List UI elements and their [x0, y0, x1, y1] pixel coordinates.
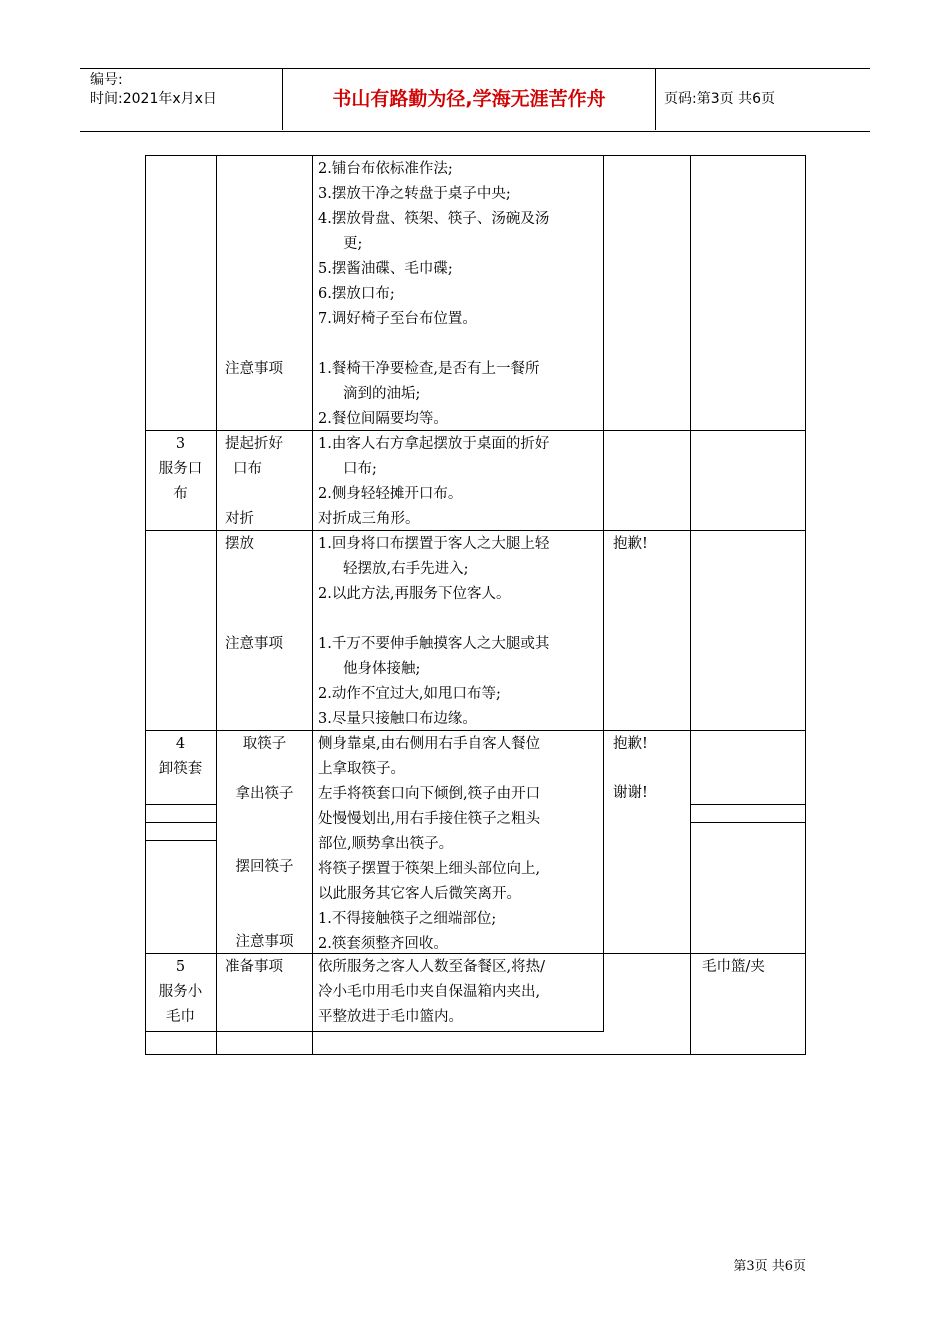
- step-number-cell: [145, 955, 216, 1030]
- note-list: [318, 632, 549, 732]
- sub-step: 取筷子: [242, 736, 287, 752]
- step-number: 4: [175, 736, 186, 752]
- note-item: 滴到的油垢;: [343, 386, 421, 402]
- note-item: 2.动作不宜过大,如甩口布等;: [318, 686, 501, 702]
- step-number-cell: [145, 432, 216, 507]
- detail-list: [318, 732, 540, 957]
- detail-item: 1.回身将口布摆置于客人之大腿上轻: [318, 536, 550, 552]
- service-phrase: 谢谢!: [613, 785, 648, 801]
- page-header: [80, 68, 870, 132]
- note-item: 1.餐椅干净要检查,是否有上一餐所: [318, 361, 540, 377]
- detail-item: 轻摆放,右手先进入;: [343, 561, 469, 577]
- table-border: [603, 155, 604, 1031]
- table-border: [690, 822, 806, 823]
- header-meta: [90, 71, 217, 109]
- header-divider: [655, 69, 656, 130]
- footer-page-number: 第3页 共6页: [733, 1259, 806, 1274]
- header-motto: 书山有路勤为径,学海无涯苦作舟: [332, 88, 606, 110]
- table-border: [145, 804, 216, 805]
- sub-step: 注意事项: [225, 636, 283, 652]
- step-item: 更;: [343, 236, 363, 252]
- detail-list: [318, 532, 549, 607]
- sub-step: 拿出筷子: [235, 786, 294, 802]
- step-list: [318, 157, 549, 332]
- service-phrase: 抱歉!: [613, 736, 648, 752]
- detail-list: [318, 955, 545, 1030]
- detail-item: 上拿取筷子。: [318, 761, 405, 777]
- table-border: [805, 155, 806, 1055]
- detail-item: 左手将筷套口向下倾倒,筷子由开口: [318, 786, 541, 802]
- sub-step: 提起折好: [225, 436, 283, 452]
- detail-item: 部位,顺势拿出筷子。: [318, 836, 454, 852]
- detail-item: 侧身靠桌,由右侧用右手自客人餐位: [318, 736, 541, 752]
- detail-item: 以此服务其它客人后微笑离开。: [318, 886, 521, 902]
- table-border: [690, 804, 806, 805]
- detail-item: 依所服务之客人人数至备餐区,将热/: [318, 959, 545, 975]
- number-label: 编号:: [90, 72, 123, 88]
- table-border: [145, 155, 806, 156]
- step-name: 服务口: [158, 461, 203, 477]
- table-border: [145, 822, 216, 823]
- header-page-label: 页码:第3页 共6页: [664, 91, 775, 107]
- step-item: 3.摆放干净之转盘于桌子中央;: [318, 186, 511, 202]
- table-border: [690, 155, 691, 1055]
- step-item: 2.铺台布依标准作法;: [318, 161, 453, 177]
- detail-item: 2.以此方法,再服务下位客人。: [318, 586, 511, 602]
- sub-step: 口布: [233, 461, 262, 477]
- detail-item: 冷小毛巾用毛巾夹自保温箱内夹出,: [318, 984, 541, 1000]
- detail-item: 口布;: [343, 461, 377, 477]
- detail-item: 平整放进于毛巾篮内。: [318, 1009, 463, 1025]
- note-item: 3.尽量只接触口布边缘。: [318, 711, 477, 727]
- tools-cell: 毛巾篮/夹: [702, 959, 765, 975]
- service-phrase: 抱歉!: [613, 536, 648, 552]
- time-label: 时间:2021年x月x日: [90, 91, 217, 107]
- step-item: 7.调好椅子至台布位置。: [318, 311, 477, 327]
- detail-item: 2.侧身轻轻摊开口布。: [318, 486, 463, 502]
- step-number-cell: [145, 732, 216, 782]
- detail-item: 1.不得接触筷子之细端部位;: [318, 911, 497, 927]
- detail-item: 将筷子摆置于筷架上细头部位向上,: [318, 861, 541, 877]
- step-name: 毛巾: [166, 1009, 195, 1025]
- sub-step: 准备事项: [225, 959, 283, 975]
- step-name: 卸筷套: [158, 761, 203, 777]
- table-border: [145, 840, 216, 841]
- detail-item: 2.筷套须整齐回收。: [318, 936, 448, 952]
- table-border: [145, 155, 146, 1055]
- note-label: 注意事项: [225, 361, 283, 377]
- table-border: [216, 155, 217, 1055]
- procedure-table: [145, 155, 806, 1055]
- table-border: [312, 155, 313, 1055]
- note-list: [318, 357, 539, 432]
- sub-step: 摆放: [225, 536, 254, 552]
- note-item: 1.千万不要伸手触摸客人之大腿或其: [318, 636, 550, 652]
- detail-list: [318, 432, 549, 532]
- detail-item: 对折成三角形。: [318, 511, 420, 527]
- table-border: [145, 1054, 806, 1055]
- detail-item: 处慢慢划出,用右手接住筷子之粗头: [318, 811, 541, 827]
- step-number: 3: [175, 436, 186, 452]
- step-name: 服务小: [158, 984, 203, 1000]
- sub-step: 对折: [225, 511, 254, 527]
- note-item: 2.餐位间隔要均等。: [318, 411, 448, 427]
- sub-step-cell: [225, 432, 283, 532]
- sub-step: 摆回筷子: [235, 859, 294, 875]
- step-number: 5: [175, 959, 186, 975]
- step-item: 4.摆放骨盘、筷架、筷子、汤碗及汤: [318, 211, 550, 227]
- note-item: 他身体接触;: [343, 661, 421, 677]
- table-border: [145, 1031, 604, 1032]
- step-name: 布: [173, 486, 188, 502]
- detail-item: 1.由客人右方拿起摆放于桌面的折好: [318, 436, 550, 452]
- step-item: 5.摆酱油碟、毛巾碟;: [318, 261, 453, 277]
- step-item: 6.摆放口布;: [318, 286, 395, 302]
- sub-step: 注意事项: [235, 934, 294, 950]
